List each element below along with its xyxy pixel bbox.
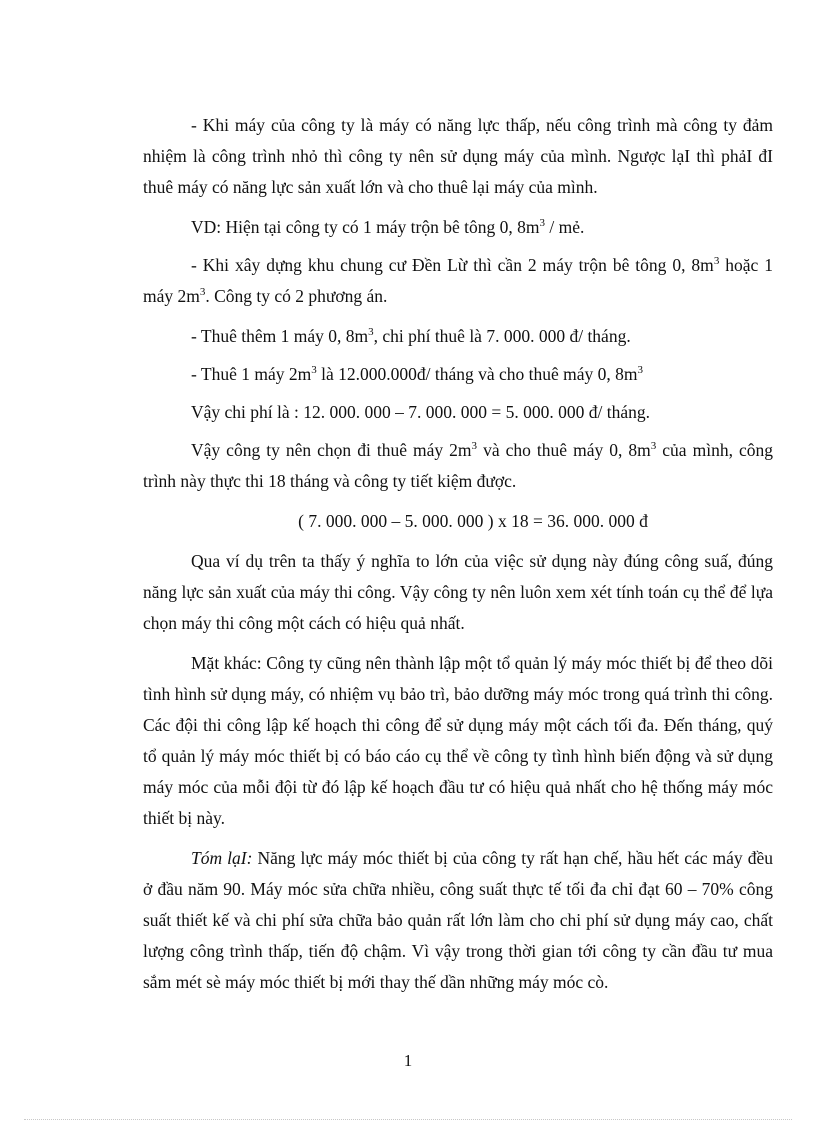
- superscript: 3: [368, 326, 374, 339]
- paragraph-management-team: [143, 648, 773, 834]
- paragraph-text: - Khi máy của công ty là máy có năng lực thấp, nếu công trình mà công ty đảm nhiệm là công trình nhỏ thì công ty nên sử dụng máy của mình. Ngược lạI thì phảI đI thuê máy có năng lực sản xuất lớn và cho thuê lại máy của mình.: [143, 115, 773, 197]
- paragraph-den-lu-project: [143, 250, 773, 312]
- paragraph-text: VD: Hiện tại công ty có 1 máy trộn bê tông 0, 8m: [191, 217, 540, 237]
- paragraph-significance: [143, 546, 773, 639]
- paragraph-example: [143, 212, 773, 243]
- paragraph-text: / mẻ.: [544, 217, 585, 237]
- paragraph-text: . Công ty có 2 phương án.: [205, 286, 388, 306]
- superscript: 3: [199, 286, 206, 299]
- paragraph-text: Vậy công ty nên chọn đi thuê máy 2m: [191, 440, 472, 460]
- paragraph-summary: [143, 843, 773, 998]
- equation-savings: [143, 506, 773, 537]
- paragraph-text: , chi phí thuê là 7. 000. 000 đ/ tháng.: [373, 326, 631, 346]
- footer-divider: [24, 1119, 792, 1120]
- superscript: 3: [539, 217, 545, 230]
- paragraph-option-one: [143, 321, 773, 352]
- superscript: 3: [637, 364, 643, 377]
- paragraph-text: Qua ví dụ trên ta thấy ý nghĩa to lớn của việc sử dụng này đúng công suấ, đúng năng lực sản xuất của máy thi công. Vậy công ty nên luôn xem xét tính toán cụ thể để lựa chọn máy thi công một cách có hiệu quả nhất.: [143, 551, 773, 633]
- page-number: 1: [403, 1051, 413, 1070]
- paragraph-text: của mình, công trình này thực thi 18 tháng và công ty tiết kiệm được.: [143, 440, 774, 491]
- paragraph-text: là 12.000.000đ/ tháng và cho thuê máy 0, 8m: [316, 364, 638, 384]
- paragraph-text: - Thuê 1 máy 2m: [191, 364, 312, 384]
- paragraph-text: - Khi xây dựng khu chung cư Đền Lừ thì cần 2 máy trộn bê tông 0, 8m: [191, 255, 714, 275]
- superscript: 3: [650, 440, 657, 453]
- superscript: 3: [311, 364, 317, 377]
- paragraph-text: - Thuê thêm 1 máy 0, 8m: [191, 326, 369, 346]
- paragraph-text: và cho thuê máy 0, 8m: [477, 440, 651, 460]
- paragraph-text: Mặt khác: Công ty cũng nên thành lập một tổ quản lý máy móc thiết bị để theo dõi tình hình sử dụng máy, có nhiệm vụ bảo trì, bảo dưỡng máy móc trong quá trình thi công. Các đội thi công lập kế hoạch thi công để sử dụng máy một cách tối đa. Đến tháng, quý tổ quản lý máy móc thiết bị có báo cáo cụ thể về công ty tình hình biến động và sử dụng máy móc của mỗi đội từ đó lập kế hoạch đầu tư có hiệu quả nhất cho hệ thống máy móc thiết bị này.: [143, 653, 773, 828]
- paragraph-conclusion-choice: [143, 435, 773, 497]
- paragraph-option-two: [143, 359, 773, 390]
- document-body: [143, 110, 773, 1007]
- paragraph-text: Vậy chi phí là : 12. 000. 000 – 7. 000. 000 = 5. 000. 000 đ/ tháng.: [191, 402, 650, 422]
- paragraph-machine-capacity: [143, 110, 773, 203]
- superscript: 3: [471, 440, 478, 453]
- equation-text: ( 7. 000. 000 – 5. 000. 000 ) x 18 = 36. 000. 000 đ: [298, 511, 648, 531]
- summary-lead: Tóm lạI:: [191, 848, 253, 868]
- paragraph-text: hoặc 1 máy 2m: [143, 255, 774, 306]
- paragraph-cost-calculation: [143, 397, 773, 428]
- paragraph-text: Năng lực máy móc thiết bị của công ty rất hạn chế, hầu hết các máy đều ở đầu năm 90. Máy móc sửa chữa nhiều, công suất thực tế tối đa chỉ đạt 60 – 70% công suất thiết kế và chi phí sửa chữa bảo quản rất lớn làm cho chi phí sử dụng máy cao, chất lượng công trình thấp, tiến độ chậm. Vì vậy trong thời gian tới công ty cần đầu tư mua sắm mét sè máy móc thiết bị mới thay thế dần những máy móc cò.: [143, 848, 774, 992]
- superscript: 3: [713, 255, 720, 268]
